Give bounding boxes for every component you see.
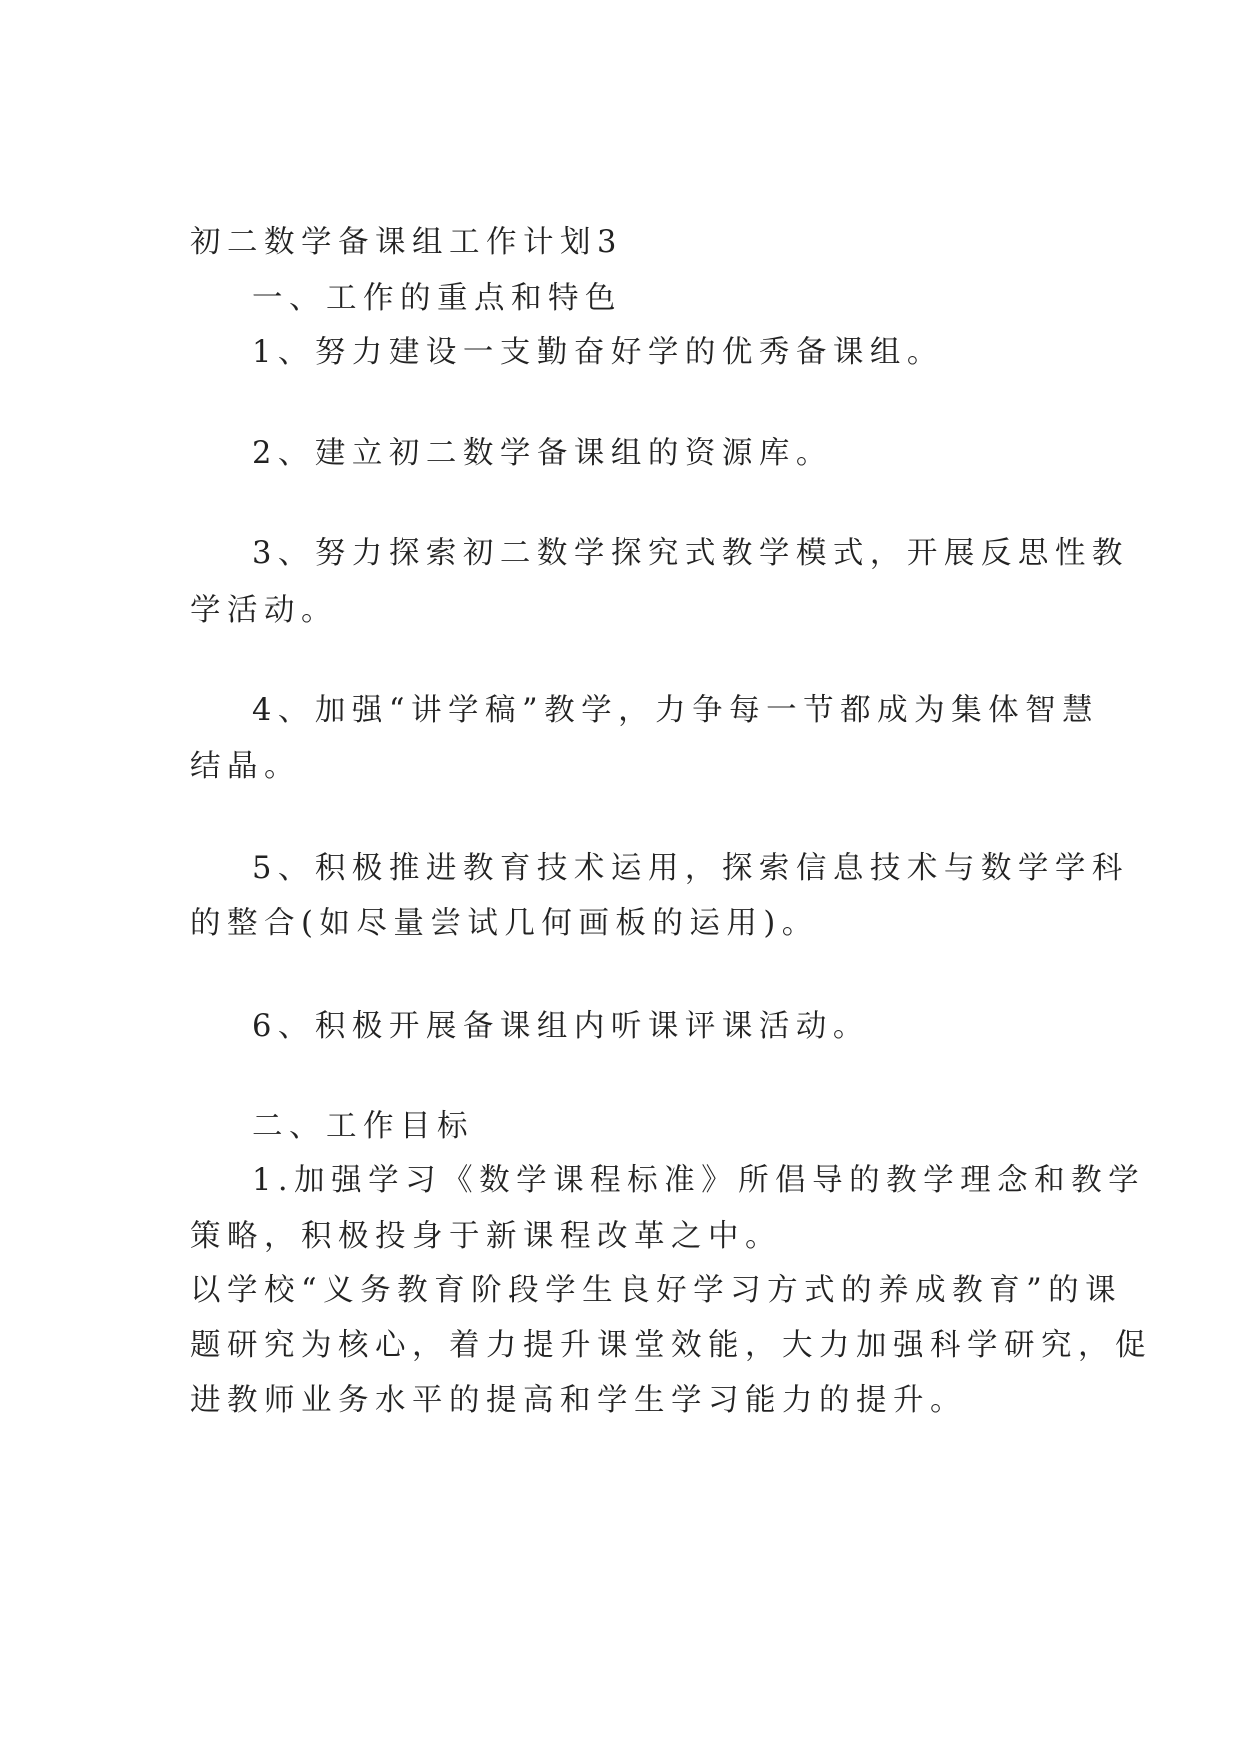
item-3-line-2: 学活动。	[190, 593, 338, 628]
item-6: 6、积极开展备课组内听课评课活动。	[252, 1009, 870, 1044]
goal-1-line-1: 1.加强学习《数学课程标准》所倡导的教学理念和教学	[252, 1163, 1146, 1198]
item-4-line-1: 4、加强“讲学稿”教学，力争每一节都成为集体智慧	[252, 693, 1100, 728]
item-5-line-2: 的整合(如尽量尝试几何画板的运用)。	[190, 906, 819, 941]
paragraph-line-2: 题研究为核心，着力提升课堂效能，大力加强科学研究，促	[190, 1328, 1152, 1363]
section-heading-focus: 一、工作的重点和特色	[252, 281, 622, 316]
section-heading-goals: 二、工作目标	[252, 1109, 474, 1144]
item-4-line-2: 结晶。	[190, 749, 301, 784]
item-3-line-1: 3、努力探索初二数学探究式教学模式，开展反思性教	[252, 536, 1129, 571]
paragraph-line-3: 进教师业务水平的提高和学生学习能力的提升。	[190, 1383, 967, 1418]
item-5-line-1: 5、积极推进教育技术运用，探索信息技术与数学学科	[252, 851, 1129, 886]
document-title: 初二数学备课组工作计划3	[190, 225, 623, 260]
item-1: 1、努力建设一支勤奋好学的优秀备课组。	[252, 335, 944, 370]
goal-1-line-2: 策略，积极投身于新课程改革之中。	[190, 1219, 782, 1254]
item-2: 2、建立初二数学备课组的资源库。	[252, 436, 833, 471]
paragraph-line-1: 以学校“义务教育阶段学生良好学习方式的养成教育”的课	[190, 1273, 1123, 1308]
